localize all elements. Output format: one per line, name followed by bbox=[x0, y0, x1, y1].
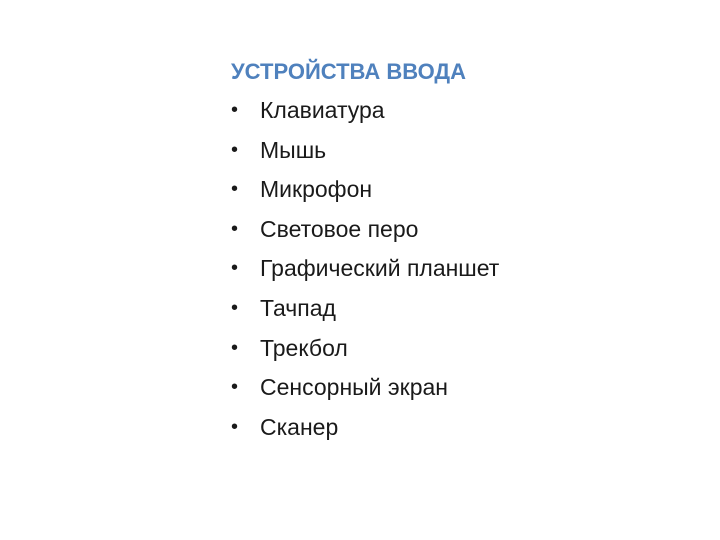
list-item-label: Тачпад bbox=[260, 294, 336, 321]
list-item bbox=[231, 131, 671, 171]
list-item-label: Сканер bbox=[260, 413, 339, 440]
bullet-icon: • bbox=[231, 99, 239, 121]
list-item-label: Мышь bbox=[260, 136, 327, 163]
bullet-icon: • bbox=[231, 376, 239, 399]
list-item bbox=[231, 170, 671, 210]
list-item bbox=[231, 408, 671, 448]
bullet-icon: • bbox=[231, 138, 239, 161]
bullet-icon: • bbox=[231, 217, 239, 240]
list-item-label: Графический планшет bbox=[260, 255, 500, 282]
list-item bbox=[231, 329, 671, 369]
bullet-icon: • bbox=[231, 296, 239, 319]
list-item-label: Микрофон bbox=[260, 176, 373, 203]
slide-content bbox=[231, 52, 671, 447]
bullet-icon: • bbox=[231, 336, 239, 359]
list-item-label: Световое перо bbox=[260, 215, 419, 242]
list-item bbox=[231, 289, 671, 329]
list-item-label: Сенсорный экран bbox=[260, 374, 448, 401]
list-item-label: Клавиатура bbox=[260, 97, 385, 123]
bullet-icon: • bbox=[231, 178, 239, 201]
bullet-icon: • bbox=[231, 415, 239, 438]
input-devices-list bbox=[231, 91, 671, 447]
bullet-icon: • bbox=[231, 257, 239, 280]
list-item bbox=[231, 249, 671, 289]
list-item bbox=[231, 91, 671, 131]
list-item bbox=[231, 210, 671, 250]
slide-heading: УСТРОЙСТВА ВВОДА bbox=[231, 59, 466, 84]
list-item bbox=[231, 368, 671, 408]
list-item-label: Трекбол bbox=[260, 334, 348, 361]
